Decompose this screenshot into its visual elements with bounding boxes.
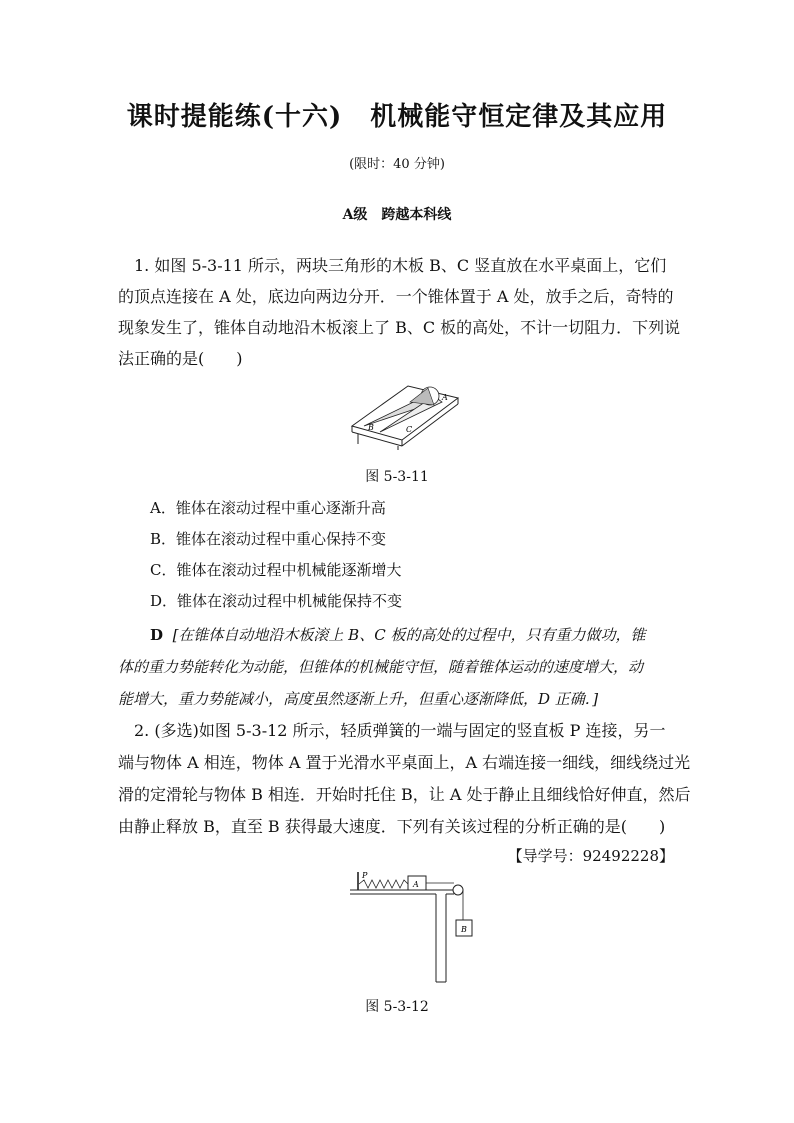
figure-5-3-11 xyxy=(350,378,460,450)
figure-caption-5-3-11: 图 5-3-11 xyxy=(365,469,429,485)
page-title xyxy=(0,96,794,133)
q2-line-2: 端与物体 A 相连，物体 A 置于光滑水平桌面上，A 右端连接一细线，细线绕过光 xyxy=(118,753,691,772)
answer-line-2: 体的重力势能转化为动能，但锥体的机械能守恒，随着锥体运动的速度增大，动 xyxy=(118,658,644,676)
figure-caption-5-3-12: 图 5-3-12 xyxy=(365,999,429,1015)
q2-line-4: 由静止释放 B，直至 B 获得最大速度．下列有关该过程的分析正确的是( ) xyxy=(118,817,666,836)
title-series: 课时提能练(十六) xyxy=(126,102,343,132)
guide-number: 【导学号：92492228】 xyxy=(507,847,674,865)
option-a: A．锥体在滚动过程中重心逐渐升高 xyxy=(150,499,386,517)
option-b: B．锥体在滚动过程中重心保持不变 xyxy=(150,530,387,548)
answer-text-1: [在锥体自动地沿木板滚上 B、C 板的高处的过程中，只有重力做功，锥 xyxy=(172,626,646,644)
q1-line-3: 现象发生了，锥体自动地沿木板滚上了 B、C 板的高处，不计一切阻力．下列说 xyxy=(118,318,681,337)
time-limit: (限时：40 分钟) xyxy=(349,157,445,172)
q1-line-4: 法正确的是( ) xyxy=(118,349,243,368)
q1-line-2: 的顶点连接在 A 处，底边向两边分开．一个锥体置于 A 处，放手之后，奇特的 xyxy=(118,287,674,306)
fig1-label-a: A xyxy=(442,393,448,402)
answer-line-3: 能增大，重力势能减小，高度虽然逐渐上升，但重心逐渐降低，D 正确．] xyxy=(118,690,599,708)
fig2-label-b: B xyxy=(461,925,467,934)
option-c: C．锥体在滚动过程中机械能逐渐增大 xyxy=(150,561,402,579)
q2-line-1: 2. (多选)如图 5-3-12 所示，轻质弹簧的一端与固定的竖直板 P 连接，另一 xyxy=(118,721,666,740)
title-topic: 机械能守恒定律及其应用 xyxy=(370,102,668,132)
figure-5-3-12 xyxy=(350,868,480,986)
fig1-label-b: B xyxy=(368,423,374,432)
option-d: D．锥体在滚动过程中机械能保持不变 xyxy=(150,592,403,610)
q1-line-1: 1. 如图 5-3-11 所示，两块三角形的木板 B、C 竖直放在水平桌面上，它们 xyxy=(118,256,667,275)
fig2-label-a: A xyxy=(413,880,419,889)
section-heading: A级 跨越本科线 xyxy=(342,207,452,223)
fig2-label-p: P xyxy=(362,871,368,880)
answer-key: D xyxy=(150,626,164,644)
answer-line-1 xyxy=(150,624,645,645)
q2-line-3: 滑的定滑轮与物体 B 相连．开始时托住 B，让 A 处于静止且细线恰好伸直，然后 xyxy=(118,785,691,804)
fig1-label-c: C xyxy=(406,425,413,434)
